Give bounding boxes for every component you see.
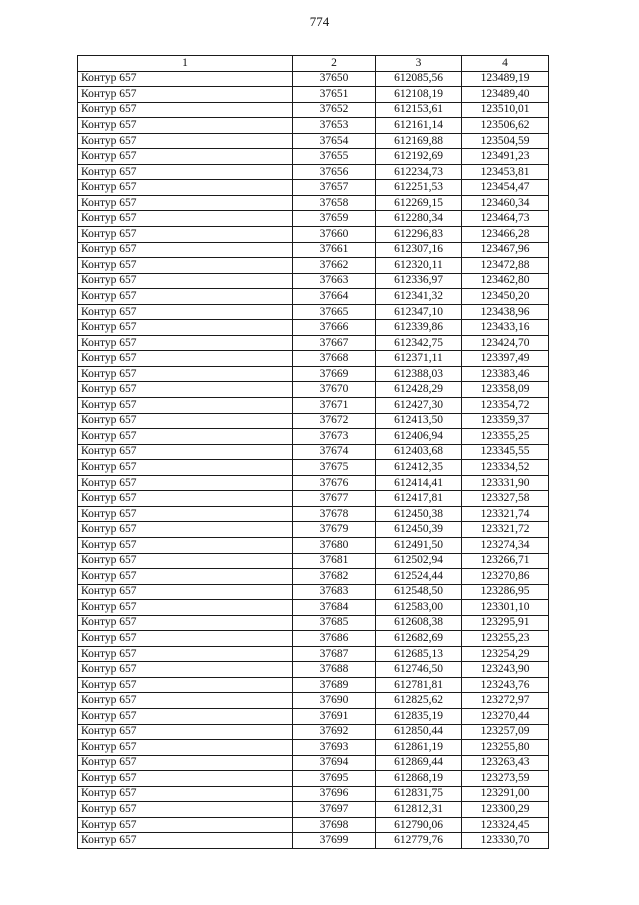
- contour-name-cell: Контур 657: [78, 211, 293, 227]
- point-number-cell: 37697: [293, 802, 376, 818]
- table-body: [78, 71, 549, 848]
- y-coordinate-cell: 123266,71: [462, 553, 549, 569]
- y-coordinate-cell: 123510,01: [462, 102, 549, 118]
- contour-name-cell: Контур 657: [78, 491, 293, 507]
- x-coordinate-cell: 612307,16: [376, 242, 462, 258]
- point-number-cell: 37684: [293, 600, 376, 616]
- contour-name-cell: Контур 657: [78, 460, 293, 476]
- table-row: [78, 304, 549, 320]
- x-coordinate-cell: 612428,29: [376, 382, 462, 398]
- table-row: [78, 444, 549, 460]
- table-row: [78, 475, 549, 491]
- point-number-cell: 37693: [293, 740, 376, 756]
- contour-name-cell: Контур 657: [78, 708, 293, 724]
- x-coordinate-cell: 612427,30: [376, 398, 462, 414]
- y-coordinate-cell: 123489,19: [462, 71, 549, 87]
- y-coordinate-cell: 123462,80: [462, 273, 549, 289]
- contour-name-cell: Контур 657: [78, 724, 293, 740]
- contour-name-cell: Контур 657: [78, 802, 293, 818]
- x-coordinate-cell: 612608,38: [376, 615, 462, 631]
- table-header-row: [78, 56, 549, 72]
- table-row: [78, 631, 549, 647]
- point-number-cell: 37691: [293, 708, 376, 724]
- point-number-cell: 37654: [293, 133, 376, 149]
- y-coordinate-cell: 123355,25: [462, 429, 549, 445]
- y-coordinate-cell: 123472,88: [462, 258, 549, 274]
- point-number-cell: 37657: [293, 180, 376, 196]
- x-coordinate-cell: 612790,06: [376, 817, 462, 833]
- x-coordinate-cell: 612347,10: [376, 304, 462, 320]
- column-header-3: 3: [376, 56, 462, 72]
- x-coordinate-cell: 612320,11: [376, 258, 462, 274]
- table-row: [78, 693, 549, 709]
- contour-name-cell: Контур 657: [78, 242, 293, 258]
- x-coordinate-cell: 612781,81: [376, 677, 462, 693]
- table-row: [78, 335, 549, 351]
- point-number-cell: 37652: [293, 102, 376, 118]
- contour-name-cell: Контур 657: [78, 351, 293, 367]
- y-coordinate-cell: 123274,34: [462, 537, 549, 553]
- x-coordinate-cell: 612414,41: [376, 475, 462, 491]
- point-number-cell: 37669: [293, 366, 376, 382]
- y-coordinate-cell: 123397,49: [462, 351, 549, 367]
- contour-name-cell: Контур 657: [78, 600, 293, 616]
- table-row: [78, 320, 549, 336]
- column-header-4: 4: [462, 56, 549, 72]
- contour-name-cell: Контур 657: [78, 366, 293, 382]
- x-coordinate-cell: 612234,73: [376, 164, 462, 180]
- point-number-cell: 37677: [293, 491, 376, 507]
- contour-name-cell: Контур 657: [78, 569, 293, 585]
- x-coordinate-cell: 612812,31: [376, 802, 462, 818]
- table-row: [78, 149, 549, 165]
- table-row: [78, 180, 549, 196]
- point-number-cell: 37662: [293, 258, 376, 274]
- table-row: [78, 211, 549, 227]
- table-row: [78, 258, 549, 274]
- x-coordinate-cell: 612850,44: [376, 724, 462, 740]
- table-row: [78, 164, 549, 180]
- y-coordinate-cell: 123272,97: [462, 693, 549, 709]
- x-coordinate-cell: 612161,14: [376, 118, 462, 134]
- x-coordinate-cell: 612450,39: [376, 522, 462, 538]
- x-coordinate-cell: 612192,69: [376, 149, 462, 165]
- table-row: [78, 522, 549, 538]
- x-coordinate-cell: 612341,32: [376, 289, 462, 305]
- contour-name-cell: Контур 657: [78, 164, 293, 180]
- y-coordinate-cell: 123257,09: [462, 724, 549, 740]
- table-row: [78, 71, 549, 87]
- point-number-cell: 37682: [293, 569, 376, 585]
- point-number-cell: 37686: [293, 631, 376, 647]
- contour-name-cell: Контур 657: [78, 335, 293, 351]
- x-coordinate-cell: 612861,19: [376, 740, 462, 756]
- point-number-cell: 37671: [293, 398, 376, 414]
- y-coordinate-cell: 123295,91: [462, 615, 549, 631]
- contour-name-cell: Контур 657: [78, 149, 293, 165]
- contour-name-cell: Контур 657: [78, 771, 293, 787]
- table-row: [78, 708, 549, 724]
- table-row: [78, 646, 549, 662]
- x-coordinate-cell: 612280,34: [376, 211, 462, 227]
- contour-name-cell: Контур 657: [78, 87, 293, 103]
- x-coordinate-cell: 612491,50: [376, 537, 462, 553]
- y-coordinate-cell: 123331,90: [462, 475, 549, 491]
- contour-name-cell: Контур 657: [78, 258, 293, 274]
- x-coordinate-cell: 612251,53: [376, 180, 462, 196]
- x-coordinate-cell: 612524,44: [376, 569, 462, 585]
- y-coordinate-cell: 123424,70: [462, 335, 549, 351]
- x-coordinate-cell: 612371,11: [376, 351, 462, 367]
- point-number-cell: 37692: [293, 724, 376, 740]
- contour-name-cell: Контур 657: [78, 677, 293, 693]
- contour-name-cell: Контур 657: [78, 180, 293, 196]
- contour-name-cell: Контур 657: [78, 118, 293, 134]
- page-number: 774: [309, 14, 330, 29]
- table-row: [78, 118, 549, 134]
- y-coordinate-cell: 123464,73: [462, 211, 549, 227]
- contour-name-cell: Контур 657: [78, 320, 293, 336]
- point-number-cell: 37667: [293, 335, 376, 351]
- point-number-cell: 37694: [293, 755, 376, 771]
- point-number-cell: 37663: [293, 273, 376, 289]
- point-number-cell: 37690: [293, 693, 376, 709]
- contour-name-cell: Контур 657: [78, 382, 293, 398]
- contour-name-cell: Контур 657: [78, 631, 293, 647]
- point-number-cell: 37655: [293, 149, 376, 165]
- point-number-cell: 37660: [293, 227, 376, 243]
- table-row: [78, 786, 549, 802]
- point-number-cell: 37696: [293, 786, 376, 802]
- x-coordinate-cell: 612685,13: [376, 646, 462, 662]
- point-number-cell: 37670: [293, 382, 376, 398]
- column-header-1: 1: [78, 56, 293, 72]
- x-coordinate-cell: 612450,38: [376, 506, 462, 522]
- coordinates-table: [77, 55, 549, 849]
- table-row: [78, 740, 549, 756]
- point-number-cell: 37687: [293, 646, 376, 662]
- point-number-cell: 37675: [293, 460, 376, 476]
- x-coordinate-cell: 612412,35: [376, 460, 462, 476]
- y-coordinate-cell: 123433,16: [462, 320, 549, 336]
- point-number-cell: 37673: [293, 429, 376, 445]
- point-number-cell: 37664: [293, 289, 376, 305]
- contour-name-cell: Контур 657: [78, 71, 293, 87]
- y-coordinate-cell: 123454,47: [462, 180, 549, 196]
- y-coordinate-cell: 123450,20: [462, 289, 549, 305]
- table-row: [78, 289, 549, 305]
- point-number-cell: 37665: [293, 304, 376, 320]
- y-coordinate-cell: 123263,43: [462, 755, 549, 771]
- y-coordinate-cell: 123286,95: [462, 584, 549, 600]
- x-coordinate-cell: 612388,03: [376, 366, 462, 382]
- contour-name-cell: Контур 657: [78, 429, 293, 445]
- contour-name-cell: Контур 657: [78, 584, 293, 600]
- y-coordinate-cell: 123460,34: [462, 195, 549, 211]
- y-coordinate-cell: 123321,74: [462, 506, 549, 522]
- contour-name-cell: Контур 657: [78, 833, 293, 849]
- contour-name-cell: Контур 657: [78, 102, 293, 118]
- contour-name-cell: Контур 657: [78, 537, 293, 553]
- table-row: [78, 817, 549, 833]
- x-coordinate-cell: 612746,50: [376, 662, 462, 678]
- y-coordinate-cell: 123504,59: [462, 133, 549, 149]
- y-coordinate-cell: 123291,00: [462, 786, 549, 802]
- point-number-cell: 37678: [293, 506, 376, 522]
- table-row: [78, 677, 549, 693]
- table-row: [78, 351, 549, 367]
- x-coordinate-cell: 612825,62: [376, 693, 462, 709]
- contour-name-cell: Контур 657: [78, 615, 293, 631]
- contour-name-cell: Контур 657: [78, 786, 293, 802]
- point-number-cell: 37676: [293, 475, 376, 491]
- point-number-cell: 37653: [293, 118, 376, 134]
- x-coordinate-cell: 612548,50: [376, 584, 462, 600]
- table-row: [78, 413, 549, 429]
- x-coordinate-cell: 612779,76: [376, 833, 462, 849]
- y-coordinate-cell: 123358,09: [462, 382, 549, 398]
- table-row: [78, 273, 549, 289]
- y-coordinate-cell: 123270,86: [462, 569, 549, 585]
- table-row: [78, 584, 549, 600]
- table-row: [78, 662, 549, 678]
- point-number-cell: 37679: [293, 522, 376, 538]
- table-row: [78, 87, 549, 103]
- x-coordinate-cell: 612336,97: [376, 273, 462, 289]
- contour-name-cell: Контур 657: [78, 398, 293, 414]
- y-coordinate-cell: 123273,59: [462, 771, 549, 787]
- table-row: [78, 724, 549, 740]
- x-coordinate-cell: 612417,81: [376, 491, 462, 507]
- table-row: [78, 833, 549, 849]
- table-row: [78, 429, 549, 445]
- table-row: [78, 771, 549, 787]
- table-row: [78, 537, 549, 553]
- contour-name-cell: Контур 657: [78, 289, 293, 305]
- y-coordinate-cell: 123467,96: [462, 242, 549, 258]
- point-number-cell: 37698: [293, 817, 376, 833]
- y-coordinate-cell: 123489,40: [462, 87, 549, 103]
- point-number-cell: 37656: [293, 164, 376, 180]
- point-number-cell: 37674: [293, 444, 376, 460]
- contour-name-cell: Контур 657: [78, 755, 293, 771]
- point-number-cell: 37680: [293, 537, 376, 553]
- y-coordinate-cell: 123255,80: [462, 740, 549, 756]
- y-coordinate-cell: 123466,28: [462, 227, 549, 243]
- table-row: [78, 600, 549, 616]
- contour-name-cell: Контур 657: [78, 304, 293, 320]
- point-number-cell: 37666: [293, 320, 376, 336]
- point-number-cell: 37689: [293, 677, 376, 693]
- table-row: [78, 227, 549, 243]
- y-coordinate-cell: 123270,44: [462, 708, 549, 724]
- point-number-cell: 37672: [293, 413, 376, 429]
- y-coordinate-cell: 123330,70: [462, 833, 549, 849]
- contour-name-cell: Контур 657: [78, 475, 293, 491]
- y-coordinate-cell: 123438,96: [462, 304, 549, 320]
- table-row: [78, 382, 549, 398]
- contour-name-cell: Контур 657: [78, 522, 293, 538]
- x-coordinate-cell: 612403,68: [376, 444, 462, 460]
- contour-name-cell: Контур 657: [78, 662, 293, 678]
- contour-name-cell: Контур 657: [78, 273, 293, 289]
- point-number-cell: 37659: [293, 211, 376, 227]
- x-coordinate-cell: 612682,69: [376, 631, 462, 647]
- point-number-cell: 37651: [293, 87, 376, 103]
- y-coordinate-cell: 123345,55: [462, 444, 549, 460]
- contour-name-cell: Контур 657: [78, 444, 293, 460]
- y-coordinate-cell: 123506,62: [462, 118, 549, 134]
- x-coordinate-cell: 612269,15: [376, 195, 462, 211]
- y-coordinate-cell: 123359,37: [462, 413, 549, 429]
- y-coordinate-cell: 123321,72: [462, 522, 549, 538]
- table-row: [78, 133, 549, 149]
- contour-name-cell: Контур 657: [78, 693, 293, 709]
- contour-name-cell: Контур 657: [78, 553, 293, 569]
- point-number-cell: 37681: [293, 553, 376, 569]
- table-row: [78, 398, 549, 414]
- table-row: [78, 102, 549, 118]
- x-coordinate-cell: 612869,44: [376, 755, 462, 771]
- y-coordinate-cell: 123243,76: [462, 677, 549, 693]
- table-row: [78, 615, 549, 631]
- table-row: [78, 366, 549, 382]
- point-number-cell: 37668: [293, 351, 376, 367]
- contour-name-cell: Контур 657: [78, 740, 293, 756]
- x-coordinate-cell: 612406,94: [376, 429, 462, 445]
- x-coordinate-cell: 612413,50: [376, 413, 462, 429]
- x-coordinate-cell: 612153,61: [376, 102, 462, 118]
- point-number-cell: 37658: [293, 195, 376, 211]
- table-row: [78, 569, 549, 585]
- y-coordinate-cell: 123327,58: [462, 491, 549, 507]
- y-coordinate-cell: 123255,23: [462, 631, 549, 647]
- x-coordinate-cell: 612339,86: [376, 320, 462, 336]
- x-coordinate-cell: 612342,75: [376, 335, 462, 351]
- table-row: [78, 195, 549, 211]
- contour-name-cell: Контур 657: [78, 227, 293, 243]
- y-coordinate-cell: 123453,81: [462, 164, 549, 180]
- y-coordinate-cell: 123383,46: [462, 366, 549, 382]
- contour-name-cell: Контур 657: [78, 646, 293, 662]
- contour-name-cell: Контур 657: [78, 413, 293, 429]
- table-row: [78, 553, 549, 569]
- y-coordinate-cell: 123254,29: [462, 646, 549, 662]
- point-number-cell: 37683: [293, 584, 376, 600]
- contour-name-cell: Контур 657: [78, 506, 293, 522]
- x-coordinate-cell: 612868,19: [376, 771, 462, 787]
- point-number-cell: 37650: [293, 71, 376, 87]
- contour-name-cell: Контур 657: [78, 195, 293, 211]
- point-number-cell: 37685: [293, 615, 376, 631]
- y-coordinate-cell: 123301,10: [462, 600, 549, 616]
- contour-name-cell: Контур 657: [78, 817, 293, 833]
- table-row: [78, 802, 549, 818]
- x-coordinate-cell: 612169,88: [376, 133, 462, 149]
- point-number-cell: 37688: [293, 662, 376, 678]
- y-coordinate-cell: 123491,23: [462, 149, 549, 165]
- y-coordinate-cell: 123243,90: [462, 662, 549, 678]
- table-row: [78, 506, 549, 522]
- y-coordinate-cell: 123324,45: [462, 817, 549, 833]
- table-row: [78, 242, 549, 258]
- x-coordinate-cell: 612502,94: [376, 553, 462, 569]
- y-coordinate-cell: 123354,72: [462, 398, 549, 414]
- point-number-cell: 37695: [293, 771, 376, 787]
- y-coordinate-cell: 123300,29: [462, 802, 549, 818]
- point-number-cell: 37661: [293, 242, 376, 258]
- table-row: [78, 460, 549, 476]
- x-coordinate-cell: 612835,19: [376, 708, 462, 724]
- table-row: [78, 491, 549, 507]
- table-row: [78, 755, 549, 771]
- x-coordinate-cell: 612831,75: [376, 786, 462, 802]
- x-coordinate-cell: 612296,83: [376, 227, 462, 243]
- point-number-cell: 37699: [293, 833, 376, 849]
- column-header-2: 2: [293, 56, 376, 72]
- contour-name-cell: Контур 657: [78, 133, 293, 149]
- x-coordinate-cell: 612583,00: [376, 600, 462, 616]
- x-coordinate-cell: 612108,19: [376, 87, 462, 103]
- y-coordinate-cell: 123334,52: [462, 460, 549, 476]
- x-coordinate-cell: 612085,56: [376, 71, 462, 87]
